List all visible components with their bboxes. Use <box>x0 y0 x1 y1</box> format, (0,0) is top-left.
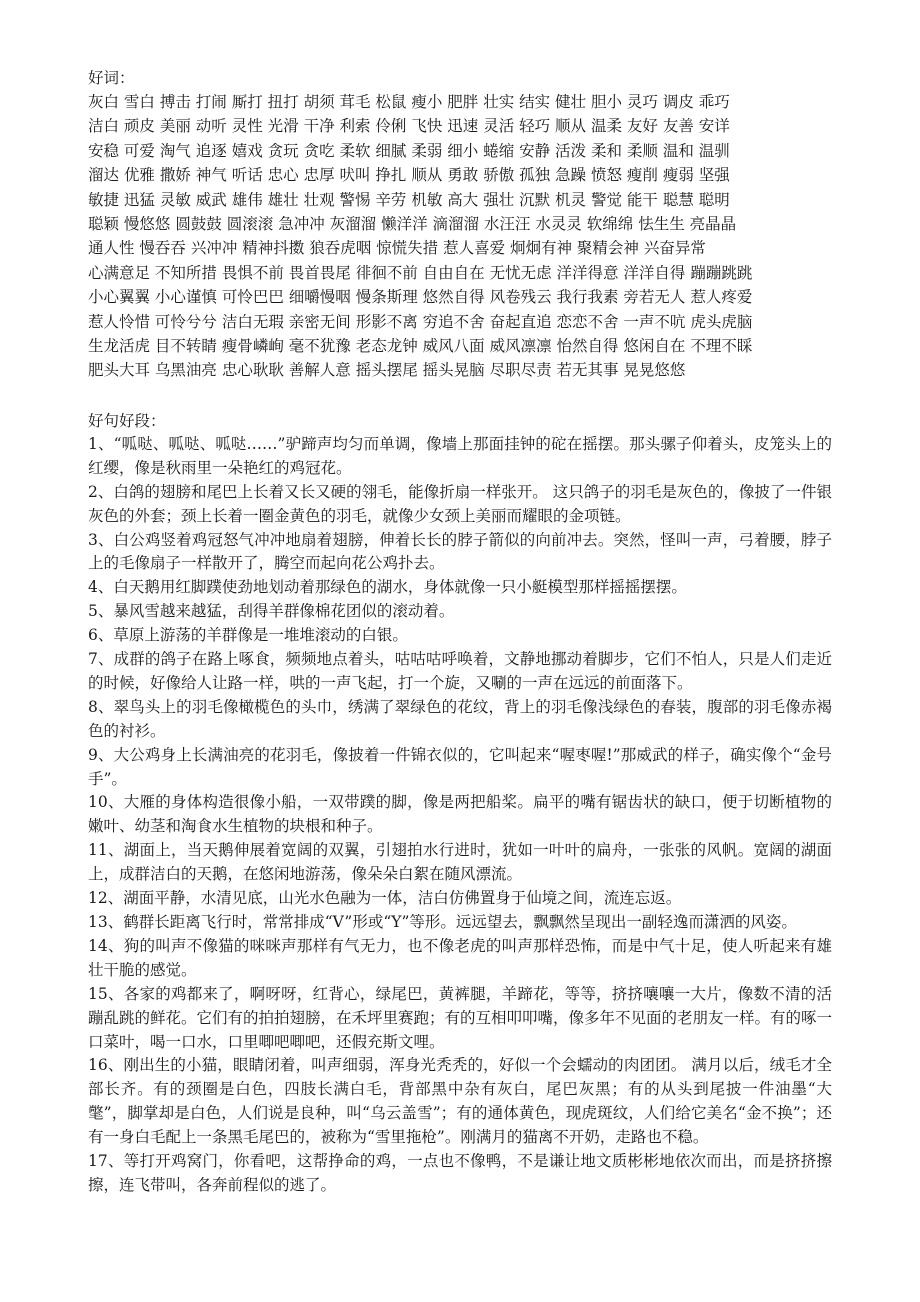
sentence-item: 2、白鸽的翅膀和尾巴上长着又长又硬的翎毛，能像折扇一样张开。 这只鸽子的羽毛是灰色的，像披了一件银灰色的外套；颈上长着一圈金黄色的羽毛，就像少女颈上美丽而耀眼的金项链。 <box>88 482 832 525</box>
sentence-item: 11、湖面上，当天鹅伸展着宽阔的双翼，引翅拍水行进时，犹如一叶叶的扁舟，一张张的风帆。宽阔的湖面上，成群洁白的天鹅，在悠闲地游荡，像朵朵白絮在随风漂流。 <box>88 841 832 884</box>
sentence-item: 4、白天鹅用红脚蹼使劲地划动着那绿色的湖水，身体就像一只小艇模型那样摇摇摆摆。 <box>88 578 687 597</box>
word-line: 洁白 顽皮 美丽 动听 灵性 光滑 干净 利索 伶俐 飞快 迅速 灵活 轻巧 顺从 温柔 友好 友善 安详 <box>88 117 730 136</box>
sentence-item: 8、翠鸟头上的羽毛像橄榄色的头巾，绣满了翠绿色的花纹，背上的羽毛像浅绿色的春装，腹部的羽毛像赤褐色的衬衫。 <box>88 697 832 740</box>
sentence-item: 15、各家的鸡都来了，啊呀呀，红背心，绿尾巴，黄裤腿，羊蹄花，等等，挤挤嚷嚷一大片，像数不清的活蹦乱跳的鲜花。它们有的拍拍翅膀，在禾坪里赛跑；有的互相叩叩嘴，像多年不见面的老朋友一样。有的啄一口菜叶，喝一口水，口里唧吧唧吧，还假充斯文哩。 <box>88 984 833 1051</box>
sentence-item: 1、“呱哒、呱哒、呱哒……”驴蹄声均匀而单调，像墙上那面挂钟的砣在摇摆。那头骡子仰着头，皮笼头上的红缨，像是秋雨里一朵艳红的鸡冠花。 <box>88 434 832 477</box>
word-line: 小心翼翼 小心谨慎 可怜巴巴 细嚼慢咽 慢条斯理 悠然自得 风卷残云 我行我素 旁若无人 惹人疼爱 <box>88 288 753 307</box>
sentence-item: 17、等打开鸡窝门，你看吧，这帮挣命的鸡，一点也不像鸭，不是谦让地文质彬彬地依次而出，而是挤挤擦擦，连飞带叫，各奔前程似的逃了。 <box>88 1152 832 1194</box>
word-line: 惹人怜惜 可怜兮兮 洁白无瑕 亲密无间 形影不离 穷追不舍 奋起直追 恋恋不舍 一声不吭 虎头虎脑 <box>88 312 753 331</box>
word-line: 溜达 优雅 撒娇 神气 听话 忠心 忠厚 吠叫 挣扎 顺从 勇敢 骄傲 孤独 急躁 愤怒 瘦削 瘦弱 坚强 <box>88 166 730 185</box>
sentence-item: 9、大公鸡身上长满油亮的花羽毛，像披着一件锦衣似的，它叫起来“喔枣喔!”那威武的样子，确实像个“金号手”。 <box>88 745 832 788</box>
good-words-heading: 好词： <box>88 69 135 87</box>
word-line: 通人性 慢吞吞 兴冲冲 精神抖擞 狼吞虎咽 惊慌失措 惹人喜爱 炯炯有神 聚精会神 兴奋异常 <box>88 239 706 258</box>
word-line: 生龙活虎 目不转睛 瘦骨嶙峋 毫不犹豫 老态龙钟 威风八面 威风凛凛 怡然自得 悠闲自在 不理不睬 <box>88 337 753 356</box>
sentence-item: 10、大雁的身体构造很像小船，一双带蹼的脚，像是两把船桨。扁平的嘴有锯齿状的缺口，便于切断植物的嫩叶、幼茎和淘食水生植物的块根和种子。 <box>88 793 832 836</box>
sentence-item: 12、湖面平静，水清见底，山光水色融为一体，洁白仿佛置身于仙境之间，流连忘返。 <box>88 889 682 908</box>
word-line: 敏捷 迅猛 灵敏 威武 雄伟 雄壮 壮观 警惕 辛劳 机敏 高大 强壮 沉默 机灵 警觉 能干 聪慧 聪明 <box>88 190 730 209</box>
good-sentences-heading: 好句好段： <box>88 411 166 430</box>
sentence-item: 13、鹤群长距离飞行时，常常排成“V”形或“Y”等形。远远望去，飘飘然呈现出一副轻逸而潇洒的风姿。 <box>88 913 797 931</box>
sentence-item: 16、刚出生的小猫，眼睛闭着，叫声细弱，浑身光秃秃的，好似一个会蠕动的肉团团。 满月以后，绒毛才全部长齐。有的颈圈是白色，四肢长满白毛，背部黑中杂有灰白，尾巴灰黑；有的从头到尾披一件油墨“大氅”，脚掌却是白色，人们说是良种，叫“乌云盖雪”；有的通体黄色，现虎斑纹，人们给它美名“金不换”；还有一身白毛配上一条黑毛尾巴的，被称为“雪里拖枪”。刚满月的猫离不开奶，走路也不稳。 <box>88 1056 832 1147</box>
good-words-list <box>88 90 832 383</box>
word-line: 灰白 雪白 搏击 打闹 厮打 扭打 胡须 茸毛 松鼠 瘦小 肥胖 壮实 结实 健壮 胆小 灵巧 调皮 乖巧 <box>88 93 730 111</box>
sentence-item: 6、草原上游荡的羊群像是一堆堆滚动的白银。 <box>88 626 408 645</box>
sentence-item: 3、白公鸡竖着鸡冠怒气冲冲地扇着翅膀，伸着长长的脖子箭似的向前冲去。突然，怪叫一声，弓着腰，脖子上的毛像扇子一样散开了，腾空而起向花公鸡扑去。 <box>88 530 832 573</box>
word-line: 肥头大耳 乌黑油亮 忠心耿耿 善解人意 摇头摆尾 摇头晃脑 尽职尽责 若无其事 晃晃悠悠 <box>88 361 686 380</box>
sentence-item: 5、暴风雪越来越猛，刮得羊群像棉花团似的滚动着。 <box>88 602 455 621</box>
sentence-item: 14、狗的叫声不像猫的咪咪声那样有气无力，也不像老虎的叫声那样恐怖，而是中气十足，使人听起来有雄壮干脆的感觉。 <box>88 936 832 979</box>
word-line: 安稳 可爱 淘气 追逐 嬉戏 贪玩 贪吃 柔软 细腻 柔弱 细小 蜷缩 安静 活泼 柔和 柔顺 温和 温驯 <box>88 141 730 160</box>
section-gap <box>88 383 832 409</box>
sentence-item: 7、成群的鸽子在路上啄食，频频地点着头，咕咕咕呼唤着，文静地挪动着脚步，它们不怕人，只是人们走近的时候，好像给人让路一样，哄的一声飞起，打一个旋，又唰的一声在远远的前面落下。 <box>88 650 832 692</box>
good-sentences-list <box>88 433 832 1198</box>
word-line: 心满意足 不知所措 畏惧不前 畏首畏尾 徘徊不前 自由自在 无忧无虑 洋洋得意 洋洋自得 蹦蹦跳跳 <box>88 263 753 282</box>
word-line: 聪颖 慢悠悠 圆鼓鼓 圆滚滚 急冲冲 灰溜溜 懒洋洋 滴溜溜 水汪汪 水灵灵 软绵绵 怯生生 亮晶晶 <box>88 215 737 234</box>
